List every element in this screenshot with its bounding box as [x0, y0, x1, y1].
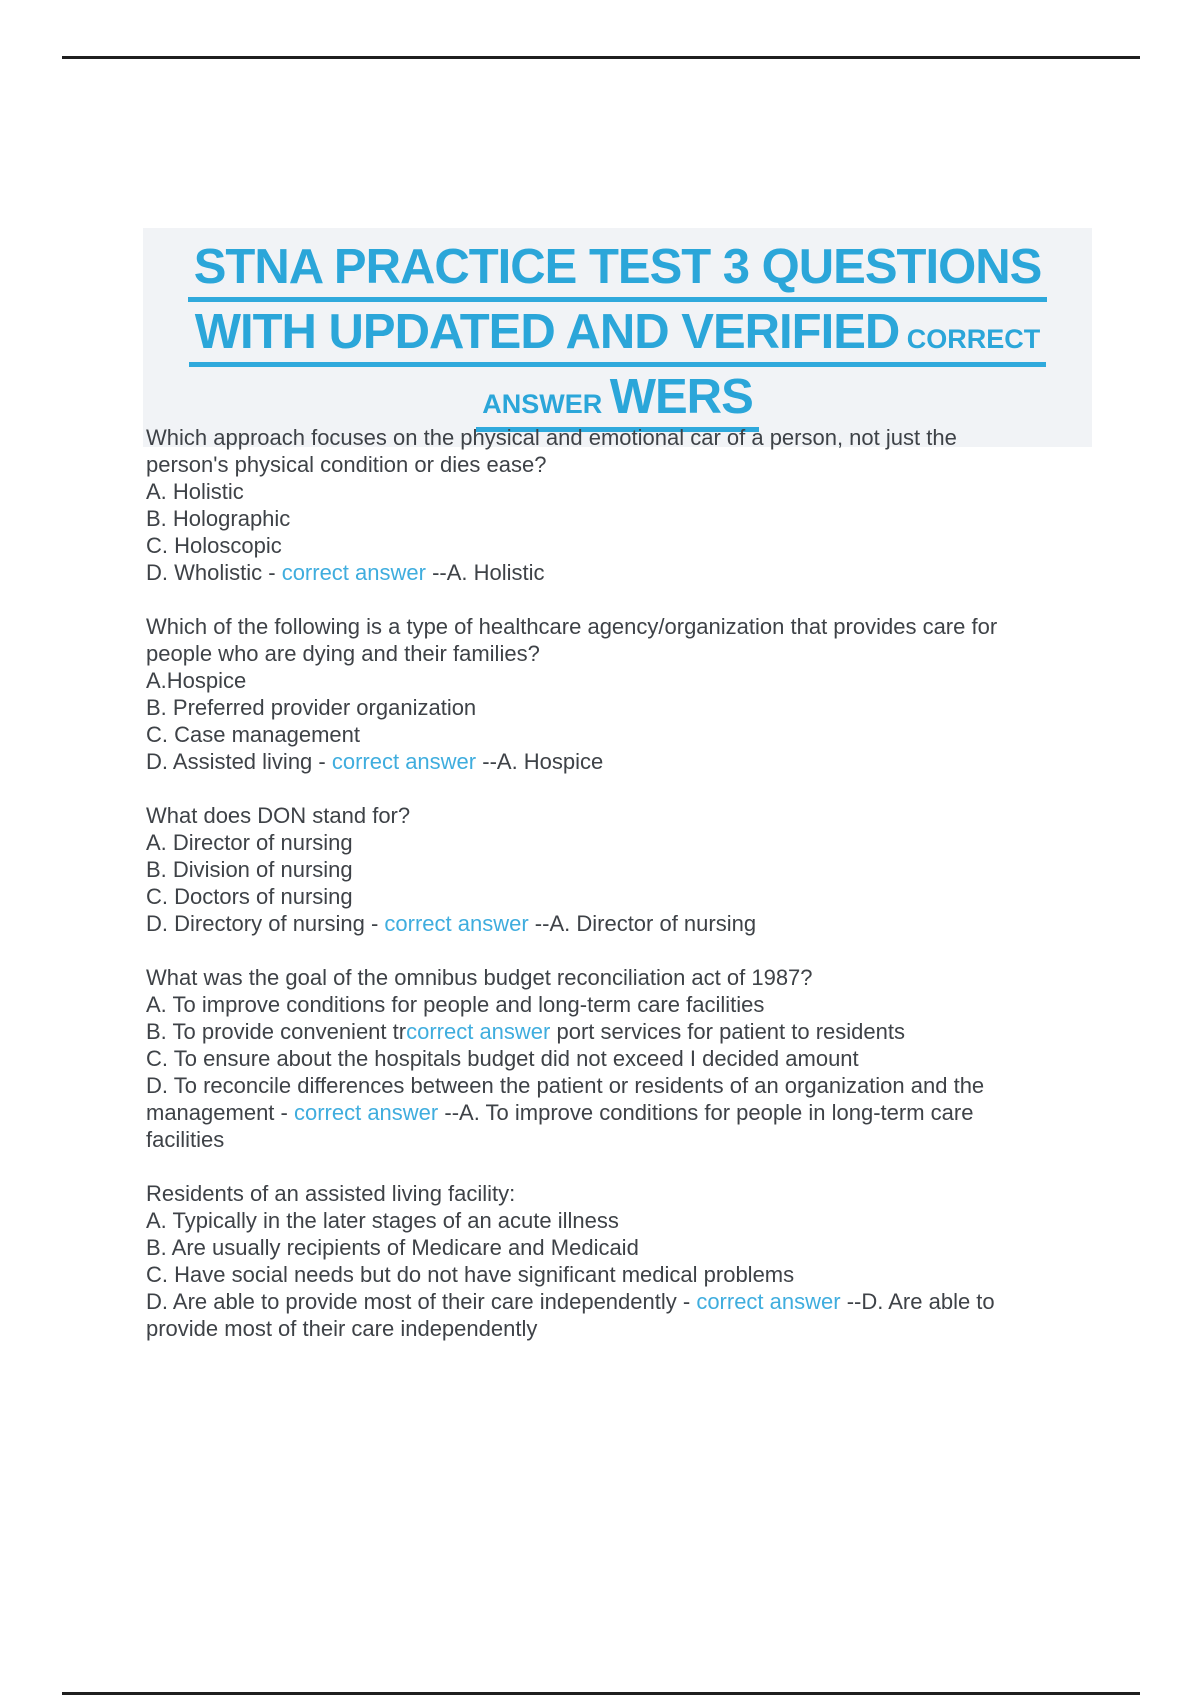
question-line: [146, 1072, 1106, 1099]
question-line: [146, 991, 1106, 1018]
question-text: B. Division of nursing: [146, 857, 353, 882]
correct-answer-label: correct answer: [281, 560, 426, 585]
question-text: --A. To improve conditions for people in long-term care: [438, 1100, 974, 1125]
question-text: person's physical condition or dies ease?: [146, 452, 547, 477]
correct-answer-label: correct answer: [406, 1019, 551, 1044]
question-text: B. Are usually recipients of Medicare and Medicaid: [146, 1235, 639, 1260]
question-line: [146, 1261, 1106, 1288]
question-text: C. Doctors of nursing: [146, 884, 353, 909]
question-line: [146, 1045, 1106, 1072]
question-line: [146, 910, 1106, 937]
question-text: What was the goal of the omnibus budget reconciliation act of 1987?: [146, 965, 813, 990]
title-text: ANSWER: [482, 388, 610, 419]
correct-answer-label: correct answer: [696, 1289, 841, 1314]
question-text: What does DON stand for?: [146, 803, 411, 828]
question-line: [146, 613, 1106, 640]
question-text: C. Have social needs but do not have significant medical problems: [146, 1262, 795, 1287]
title-underline: [476, 369, 759, 432]
question-block: [146, 1180, 1106, 1342]
title-text: WERS: [609, 369, 753, 424]
question-text: facilities: [146, 1127, 225, 1152]
title-banner: [143, 228, 1092, 447]
title-text: CORRECT: [899, 323, 1041, 354]
title-text: WITH UPDATED AND VERIFIED: [194, 304, 900, 359]
question-line: [146, 667, 1106, 694]
question-line: [146, 721, 1106, 748]
question-text: --A. Hospice: [476, 749, 604, 774]
top-horizontal-rule: [62, 56, 1140, 59]
question-text: C. Holoscopic: [146, 533, 282, 558]
question-text: D. Wholistic -: [146, 560, 282, 585]
question-line: [146, 1180, 1106, 1207]
question-text: A. Typically in the later stages of an acute illness: [146, 1208, 619, 1233]
question-text: --A. Director of nursing: [528, 911, 757, 936]
question-text: --D. Are able to: [840, 1289, 995, 1314]
title-text: STNA PRACTICE TEST 3 QUESTIONS: [193, 240, 1042, 294]
question-text: B. Holographic: [146, 506, 291, 531]
question-line: [146, 964, 1106, 991]
question-line: [146, 451, 1106, 478]
question-line: [146, 856, 1106, 883]
title-underline: [188, 242, 1048, 302]
question-line: [146, 1126, 1106, 1153]
question-block: [146, 964, 1106, 1153]
correct-answer-label: correct answer: [293, 1100, 439, 1125]
question-text: A. Holistic: [146, 479, 244, 504]
question-text: Which of the following is a type of healthcare agency/organization that provides care for: [146, 614, 998, 639]
question-block: [146, 613, 1106, 775]
question-line: [146, 883, 1106, 910]
question-line: [146, 505, 1106, 532]
question-text: Residents of an assisted living facility:: [146, 1181, 516, 1206]
question-line: [146, 1099, 1106, 1126]
question-text: Which approach focuses on the physical and emotional car of a person, not just the: [146, 425, 957, 450]
title-underline: [189, 304, 1047, 367]
question-line: [146, 532, 1106, 559]
question-line: [146, 748, 1106, 775]
question-text: C. To ensure about the hospitals budget did not exceed I decided amount: [146, 1046, 859, 1071]
question-line: [146, 478, 1106, 505]
question-line: [146, 559, 1106, 586]
correct-answer-label: correct answer: [384, 911, 529, 936]
question-block: [146, 424, 1106, 586]
question-text: A.Hospice: [146, 668, 247, 693]
question-text: B. Preferred provider organization: [146, 695, 477, 720]
question-text: D. To reconcile differences between the patient or residents of an organization and the: [146, 1073, 985, 1098]
question-line: [146, 640, 1106, 667]
question-text: D. Directory of nursing -: [146, 911, 385, 936]
question-line: [146, 1315, 1106, 1342]
question-text: people who are dying and their families?: [146, 641, 540, 666]
question-line: [146, 829, 1106, 856]
question-text: provide most of their care independently: [146, 1316, 538, 1341]
question-line: [146, 1207, 1106, 1234]
question-line: [146, 1018, 1106, 1045]
question-line: [146, 1288, 1106, 1315]
question-line: [146, 802, 1106, 829]
question-text: management -: [146, 1100, 294, 1125]
question-line: [146, 694, 1106, 721]
question-line: [146, 1234, 1106, 1261]
correct-answer-label: correct answer: [331, 749, 477, 774]
question-text: --A. Holistic: [425, 560, 545, 585]
banner-line: [143, 369, 1092, 432]
question-text: D. Are able to provide most of their care independently -: [146, 1289, 697, 1314]
question-text: B. To provide convenient tr: [146, 1019, 407, 1044]
banner-line: [143, 242, 1092, 302]
question-text: C. Case management: [146, 722, 360, 747]
title-lines: [143, 242, 1092, 432]
question-block: [146, 802, 1106, 937]
question-text: D. Assisted living -: [146, 749, 332, 774]
question-text: port services for patient to residents: [550, 1019, 905, 1044]
questions: [146, 424, 1106, 1369]
question-text: A. Director of nursing: [146, 830, 353, 855]
question-text: A. To improve conditions for people and long-term care facilities: [146, 992, 765, 1017]
banner-line: [143, 304, 1092, 367]
bottom-horizontal-rule: [62, 1692, 1140, 1695]
question-line: [146, 424, 1106, 451]
